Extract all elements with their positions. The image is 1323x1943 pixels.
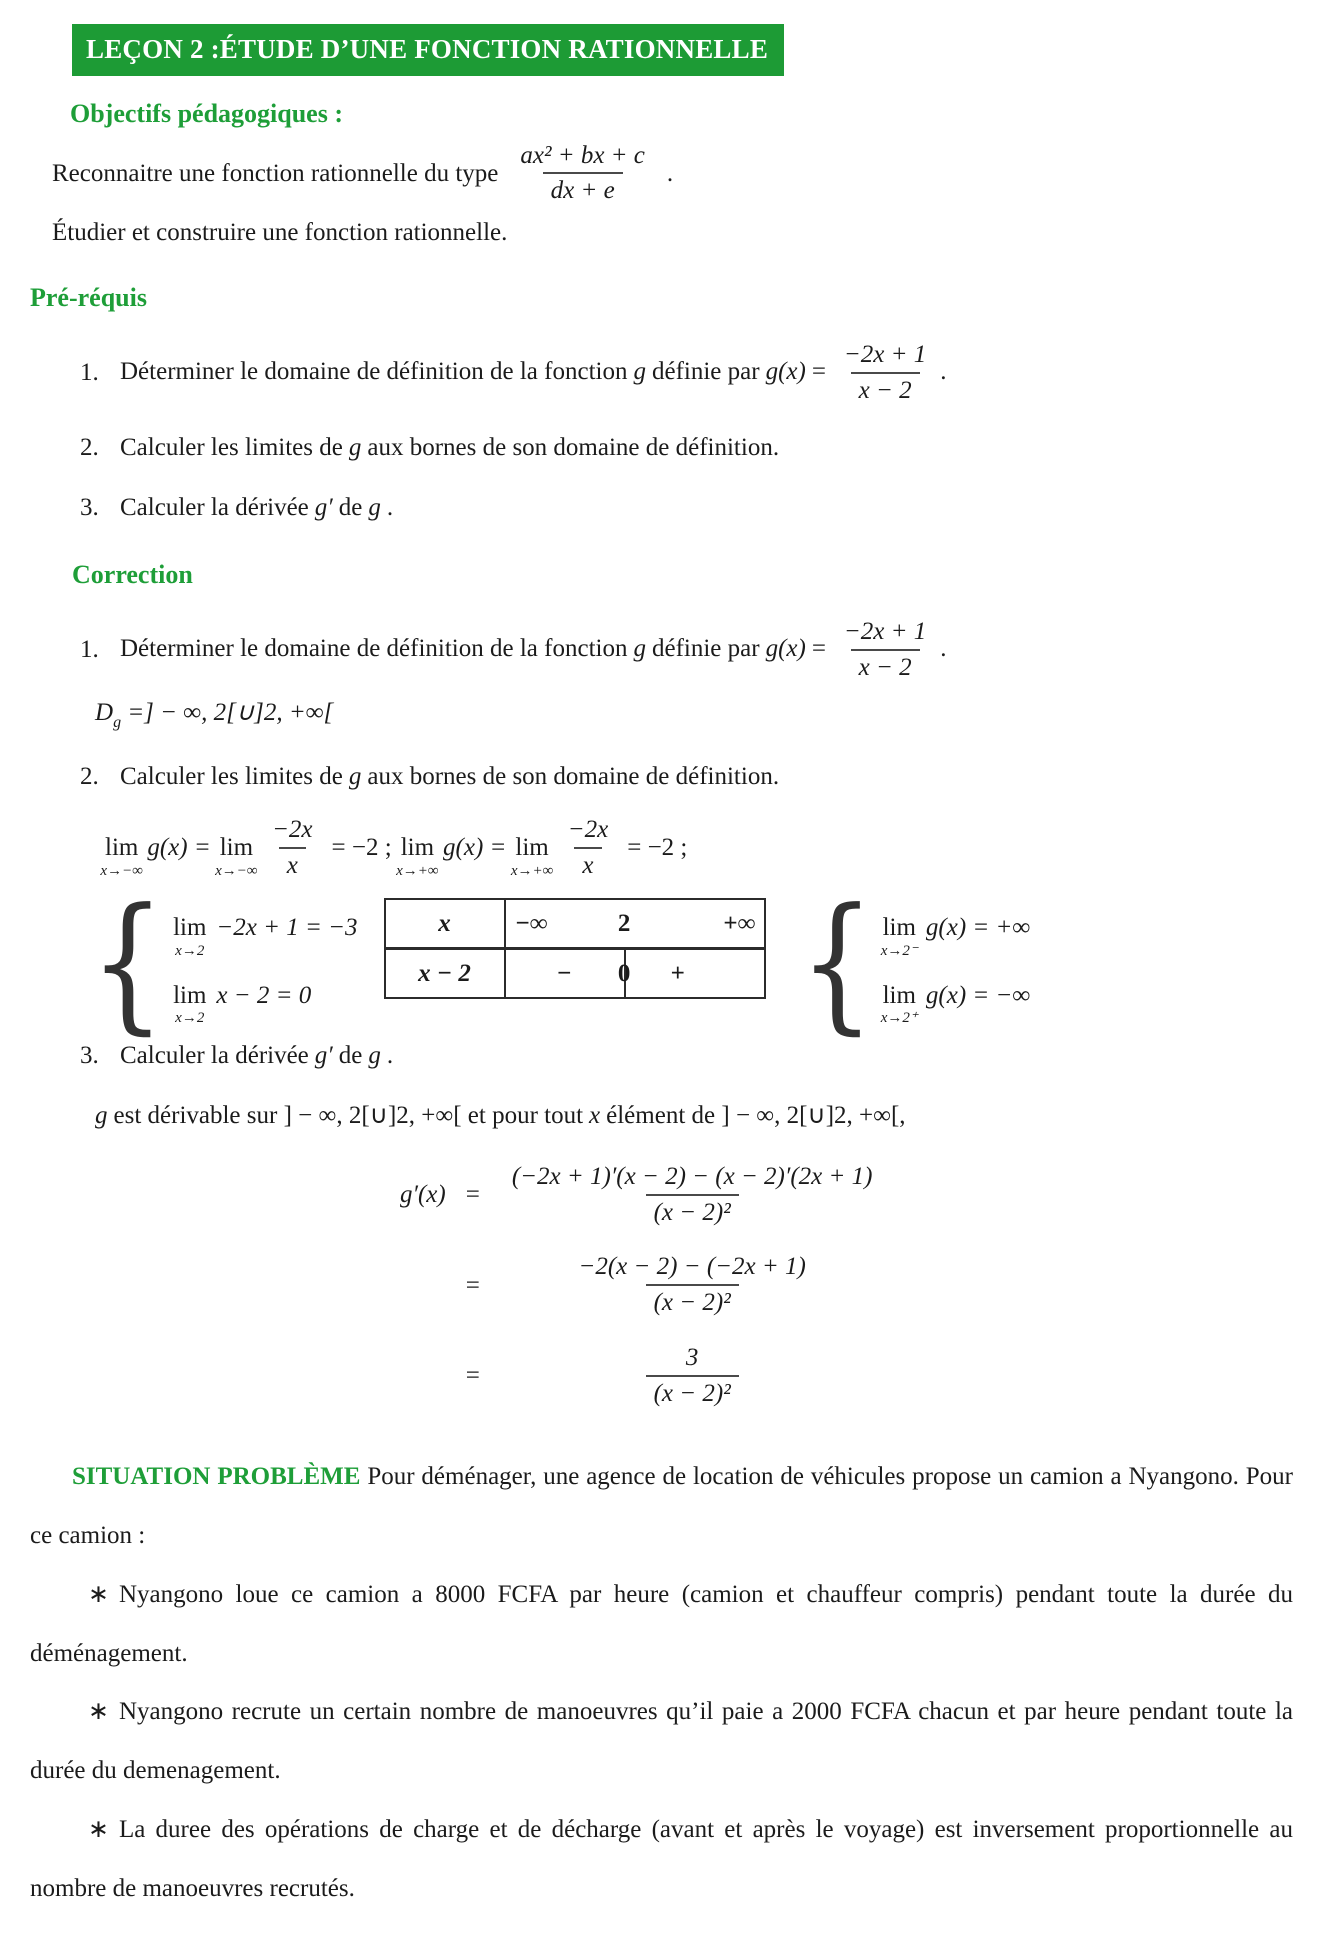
correction-heading: Correction [72,559,193,589]
limit-fraction: $\frac{-2x}{x}$ [272,815,313,879]
derivative-lhs: g′(x) [400,1181,446,1209]
g-definition-fraction [836,618,934,683]
fraction-numerator: ax² + bx + c [520,141,645,169]
lim-operator: lim x→−∞ [100,834,143,879]
sign-table-header-values: −∞ 2 +∞ [515,909,756,937]
lim-subscript: x→−∞ [215,862,258,879]
subscript-g: g [113,714,122,732]
correction-item-3 [80,1039,1293,1073]
objective-line-2: Étudier et construire une fonction rationnelle. [52,219,508,247]
lesson-title-banner [72,24,784,76]
derivative-computation [400,1163,884,1409]
lim-subscript: x→+∞ [396,862,439,879]
lim-operator: lim x→−∞ [215,834,258,879]
lim-operator: lim x→2⁻ [880,914,918,959]
lim-operator: lim x→+∞ [510,834,554,879]
domain-of-definition-line: $D_g$ =] − ∞, 2[∪]2, +∞[ [95,699,334,732]
sign-table-row-label: x − 2 [386,950,506,997]
item-number: 1. [80,359,99,387]
asterisk-marker: ∗ [88,1580,109,1608]
objectives-heading: Objectifs pédagogiques : [70,99,343,129]
bullet-item: ∗ Nyangono recrute un certain nombre de manoeuvres qu’il paie a 2000 FCFA chacun et par heure pendant toute la durée du demenagement. [30,1698,1293,1785]
curly-brace-right: { [799,875,875,1049]
right-limit-system [799,875,1031,1049]
situation-problem-heading: SITUATION PROBLÈME [72,1463,361,1491]
sign-table [384,898,766,999]
derivative-fraction-2: $\frac{-2(x - 2) - (-2x + 1)}{\text{(x − 2)²}}$ [578,1253,806,1317]
item-text: Calculer la dérivée g′ de g . [120,1042,394,1070]
lim-subscript: x→−∞ [100,862,143,879]
period: . [666,159,674,187]
item-number: 3. [80,1042,99,1070]
limit-row: lim x→2 x − 2 = 0 [173,981,312,1027]
objective-line-1 [52,142,1293,207]
objective-1-text: Reconnaitre une fonction rationnelle du type [52,159,499,187]
derivable-statement: g est dérivable sur ] − ∞, 2[∪]2, +∞[ et pour tout x élément de ] − ∞, 2[∪]2, +∞[, [95,1102,906,1130]
item-text: Déterminer le domaine de définition de la fonction g définie par g(x) = $\frac{-2x + 1}{x - 2}$ . [120,617,947,681]
asterisk-marker: ∗ [88,1698,109,1726]
fraction-numerator: −2x + 1 [843,340,927,368]
limit-fraction: $\frac{-2x}{x}$ [567,815,609,879]
lim-operator: lim x→+∞ [396,834,439,879]
sign-table-signs: − 0 + [506,950,764,997]
sign-table-var: x [386,900,506,947]
item-text: Calculer la dérivée g′ de g . [120,494,394,522]
item-number: 3. [80,494,99,522]
item-text: Déterminer le domaine de définition de la fonction g définie par g(x) = $\frac{-2x + 1}{x - 2}$ . [120,340,947,404]
limits-systems-and-sign-table [90,875,1293,1049]
derivative-fraction-3: $\frac{3}{\text{(x − 2)²}}$ [646,1344,739,1409]
sign-table-header-row [386,900,764,950]
lesson-title: LEÇON 2 :ÉTUDE D’UNE FONCTION RATIONNELLE [86,34,769,64]
fraction-denominator: x − 2 [851,372,920,406]
derivative-fraction-1: $\frac{(-2x + 1)'(x - 2) - (x - 2)'(2x + 1)}{\text{(x − 2)²}}$ [511,1162,873,1226]
limit-row: lim x→2 −2x + 1 = −3 [173,914,358,959]
bullet-item: ∗ Nyangono loue ce camion a 8000 FCFA par heure (camion et chauffeur compris) pendant toute la durée du déménagement. [30,1580,1293,1667]
lim-operator: lim x→2⁺ [880,981,918,1027]
prerequis-item-1 [80,341,1293,406]
equals-sign: = [465,1181,480,1209]
lim-subscript: x→2 [175,942,205,959]
correction-item-2 [80,760,1293,794]
lim-operator: lim x→2 [173,914,207,959]
fraction-numerator: −2x + 1 [843,617,927,645]
limit-row: lim x→2⁻ g(x) = +∞ [880,914,1031,959]
item-number: 2. [80,434,99,462]
lim-subscript: x→2⁺ [880,1010,918,1027]
rational-type-fraction [512,142,653,207]
limit-row: lim x→2⁺ g(x) = −∞ [880,981,1031,1027]
fraction-denominator: dx + e [543,172,623,206]
item-number: 1. [80,636,99,664]
g-definition-fraction [836,341,934,406]
fraction-denominator: x − 2 [851,649,920,683]
correction-item-1 [80,618,1293,683]
lim-subscript: x→2 [175,1010,205,1027]
prerequis-item-2 [80,431,1293,465]
item-text: Calculer les limites de g aux bornes de son domaine de définition. [120,763,780,791]
equals-sign: = [465,1362,480,1390]
lim-subscript: x→+∞ [510,862,554,879]
prerequisites-heading: Pré-réquis [30,282,147,312]
lim-subscript: x→2⁻ [880,942,918,959]
situation-intro-text: Pour déménager, une agence de location de véhicules propose un camion a Nyangono. Pour ce camion : [30,1463,1294,1550]
prerequis-item-3 [80,491,1293,525]
left-limit-system [90,875,358,1049]
bullet-item: ∗ La duree des opérations de charge et de décharge (avant et après le voyage) est inversement proportionnelle au nombre de manoeuvres recrutés. [30,1815,1293,1902]
situation-problem-paragraph [30,1448,1293,1566]
equals-sign: = [465,1271,480,1299]
limits-equation-line: lim x→−∞ g(x) = lim x→−∞ $\frac{-2x}{x}$ = −2 ; lim x→+∞ g(x) = lim x→+∞ $\frac{-2x}{x}$ = −2 ; [100,815,688,879]
curly-brace-left: { [90,875,166,1049]
lim-operator: lim x→2 [173,981,207,1027]
sign-table-sign-row [386,950,764,997]
item-number: 2. [80,763,99,791]
item-text: Calculer les limites de g aux bornes de son domaine de définition. [120,434,780,462]
asterisk-marker: ∗ [88,1815,109,1843]
